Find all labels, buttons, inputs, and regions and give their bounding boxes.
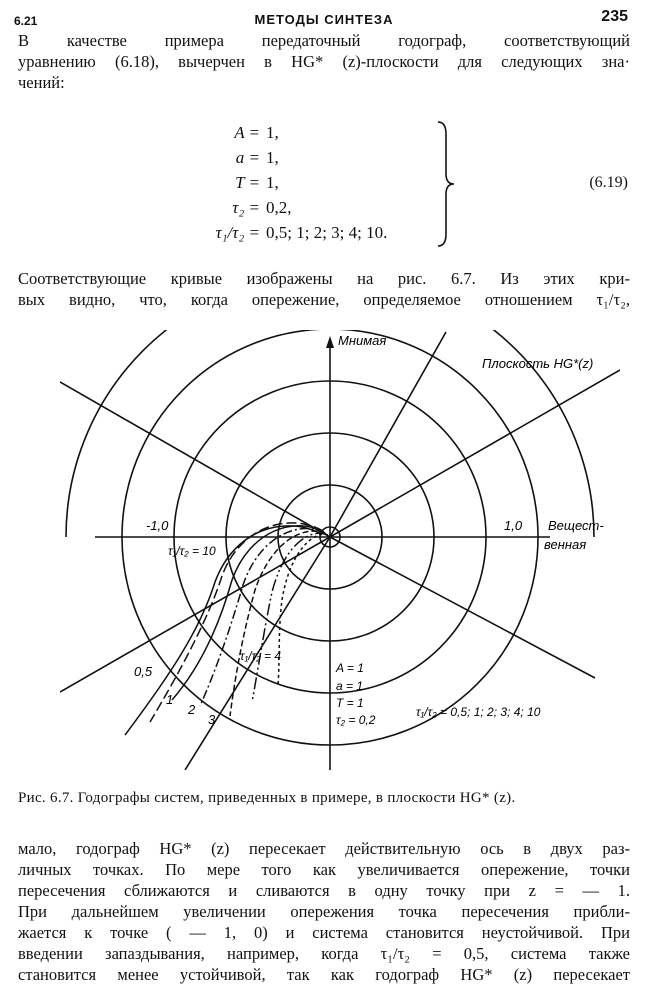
hodograph-figure xyxy=(60,330,620,770)
text-line: Соответствующие кривые изображены на рис. 6.7. Из этих кри- xyxy=(18,269,630,288)
eq-rhs: 1, xyxy=(266,123,279,142)
text-line: введении запаздывания, например, когда τ₁/τ₂ = 0,5, система также xyxy=(18,944,630,963)
curve-ratio-3 xyxy=(230,531,326,716)
minus-one-label: -1,0 xyxy=(146,518,169,533)
text-line: чений: xyxy=(18,73,65,92)
ratio-4-label: τ₁/τ₂ = 4 xyxy=(240,649,282,663)
radial-line xyxy=(330,537,595,678)
param-label: a = 1 xyxy=(336,679,364,693)
ratios-legend: τ₁/τ₂ = 0,5; 1; 2; 3; 4; 10 xyxy=(416,705,541,719)
real-axis-label-2: венная xyxy=(544,537,587,552)
real-axis-label: Вещест- xyxy=(548,518,604,533)
curve-ratio-10 xyxy=(125,526,320,735)
equation-row xyxy=(150,195,440,220)
equation-row xyxy=(150,220,440,245)
text-line: При дальнейшем увеличении опережения точка пересечения прибли- xyxy=(18,902,630,921)
equation-number: (6.19) xyxy=(589,174,628,191)
page-number: 235 xyxy=(601,8,628,25)
section-number: 6.21 xyxy=(14,14,38,28)
text-line: пересечения сближаются и сливаются в одну точку при z = — 1. xyxy=(18,881,630,900)
second-paragraph xyxy=(18,268,630,310)
param-label: τ₂ = 0,2 xyxy=(336,713,376,727)
param-label: A = 1 xyxy=(336,661,364,675)
eq-rhs: 0,2, xyxy=(266,198,292,217)
param-label: T = 1 xyxy=(336,696,364,710)
curve-ratio-2 xyxy=(200,529,325,706)
text-line: В качестве примера передаточный годограф, соответствующий xyxy=(18,31,630,50)
text-line: уравнению (6.18), вычерчен в HG* (z)-плоскости для следующих зна· xyxy=(18,52,630,71)
plane-label: Плоскость HG*(z) xyxy=(482,356,594,371)
equation-row xyxy=(150,170,440,195)
ratio-10-label: τ₁/τ₂ = 10 xyxy=(168,544,216,558)
third-paragraph xyxy=(18,838,630,985)
text-line: личных точках. По мере того как увеличивается опережение, точки xyxy=(18,860,630,879)
radial-line xyxy=(330,370,620,537)
text-line: становится менее устойчивой, так как годограф HG* (z) пересекает xyxy=(18,965,630,984)
equation-row xyxy=(150,145,440,170)
eq-lhs: τ₂ = xyxy=(232,198,260,217)
chapter-title: МЕТОДЫ СИНТЕЗА xyxy=(254,12,394,27)
figure-caption: Рис. 6.7. Годографы систем, приведенных в примере, в плоскости HG* (z). xyxy=(18,790,516,806)
curve-label-2: 2 xyxy=(188,702,196,717)
eq-lhs: A = xyxy=(234,123,260,142)
intro-paragraph xyxy=(18,30,630,93)
equation-row xyxy=(150,120,440,145)
curve-label-05: 0,5 xyxy=(134,664,153,679)
radial-line xyxy=(60,382,330,537)
imag-axis-label: Мнимая xyxy=(338,333,387,348)
eq-lhs: τ₁/τ₂ = xyxy=(215,223,260,242)
imag-axis-arrow xyxy=(326,336,334,348)
text-line: жается к точке ( — 1, 0) и система становится неустойчивой. При xyxy=(18,923,630,942)
text-line: мало, годограф HG* (z) пересекает действительную ось в двух раз- xyxy=(18,839,630,858)
eq-lhs: a = xyxy=(235,148,260,167)
eq-lhs: T = xyxy=(235,173,260,192)
running-header xyxy=(0,8,648,32)
plus-one-label: 1,0 xyxy=(504,518,523,533)
eq-rhs: 1, xyxy=(266,148,279,167)
text-line: вых видно, что, когда опережение, определяемое отношением τ₁/τ₂, xyxy=(18,290,630,309)
curve-label-1: 1 xyxy=(166,692,174,707)
right-brace xyxy=(436,120,456,248)
eq-rhs: 1, xyxy=(266,173,279,192)
curve-label-3: 3 xyxy=(208,712,216,727)
equation-block xyxy=(150,120,440,245)
eq-rhs: 0,5; 1; 2; 3; 4; 10. xyxy=(266,223,388,242)
